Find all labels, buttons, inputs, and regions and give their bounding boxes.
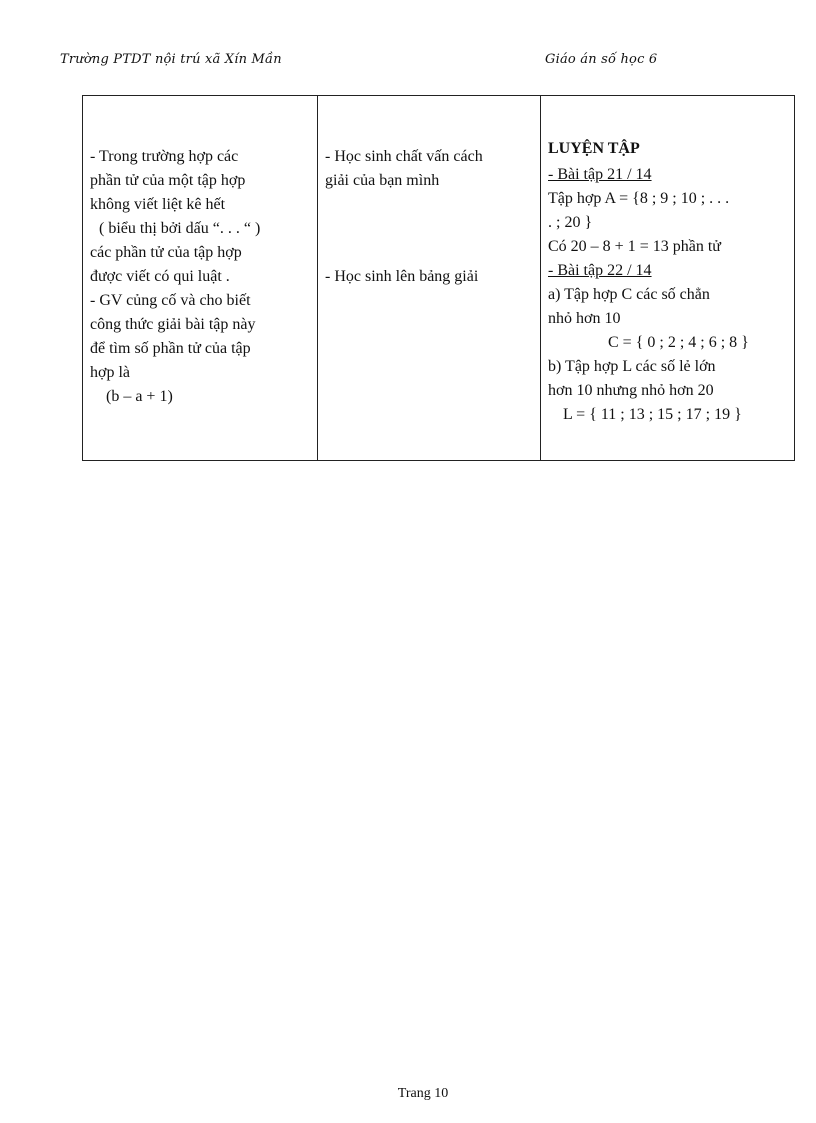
section-title: LUYỆN TẬP bbox=[548, 140, 640, 157]
exercise-line: b) Tập hợp L các số lẻ lớn bbox=[548, 358, 716, 375]
teacher-line: - Trong trường hợp các bbox=[90, 148, 239, 165]
teacher-line: được viết có qui luật . bbox=[90, 268, 230, 285]
page-number: Trang 10 bbox=[397, 1086, 449, 1101]
exercise-line: nhỏ hơn 10 bbox=[548, 310, 621, 327]
header-subject: Giáo án số học 6 bbox=[545, 52, 658, 67]
student-line: giải của bạn mình bbox=[325, 172, 440, 189]
exercise-21-label bbox=[548, 163, 786, 187]
teacher-line: phần tử của một tập hợp bbox=[90, 172, 246, 189]
student-line: - Học sinh lên bảng giải bbox=[325, 268, 479, 285]
teacher-line: các phần tử của tập hợp bbox=[90, 244, 242, 261]
exercise-line: a) Tập hợp C các số chẳn bbox=[548, 286, 710, 303]
student-activity-cell bbox=[318, 96, 541, 461]
exercise-line: . ; 20 } bbox=[548, 214, 593, 231]
teacher-line: hợp là bbox=[90, 364, 131, 381]
teacher-line: không viết liệt kê hết bbox=[90, 196, 226, 213]
exercise-line: Có 20 – 8 + 1 = 13 phần tử bbox=[548, 238, 721, 255]
teacher-line: - GV củng cố và cho biết bbox=[90, 292, 251, 309]
exercise-line: hơn 10 nhưng nhỏ hơn 20 bbox=[548, 382, 714, 399]
set-c: C = { 0 ; 2 ; 4 ; 6 ; 8 } bbox=[608, 334, 749, 351]
lesson-table bbox=[82, 95, 795, 461]
exercise-22-text: - Bài tập 22 / 14 bbox=[548, 262, 652, 279]
set-l: L = { 11 ; 13 ; 15 ; 17 ; 19 } bbox=[563, 406, 742, 423]
exercise-line: Tập hợp A = {8 ; 9 ; 10 ; . . . bbox=[548, 190, 730, 207]
exercise-22-label bbox=[548, 259, 786, 283]
formula: (b – a + 1) bbox=[106, 388, 173, 405]
teacher-line: để tìm số phần tử của tập bbox=[90, 340, 251, 357]
exercise-21-text: - Bài tập 21 / 14 bbox=[548, 166, 652, 183]
header-school: Trường PTDT nội trú xã Xín Mần bbox=[60, 52, 282, 67]
teacher-line: công thức giải bài tập này bbox=[90, 316, 256, 333]
teacher-line: ( biểu thị bởi dấu “. . . “ ) bbox=[99, 220, 261, 237]
student-line: - Học sinh chất vấn cách bbox=[325, 148, 483, 165]
teacher-activity-cell bbox=[83, 96, 318, 461]
content-cell bbox=[541, 96, 795, 461]
